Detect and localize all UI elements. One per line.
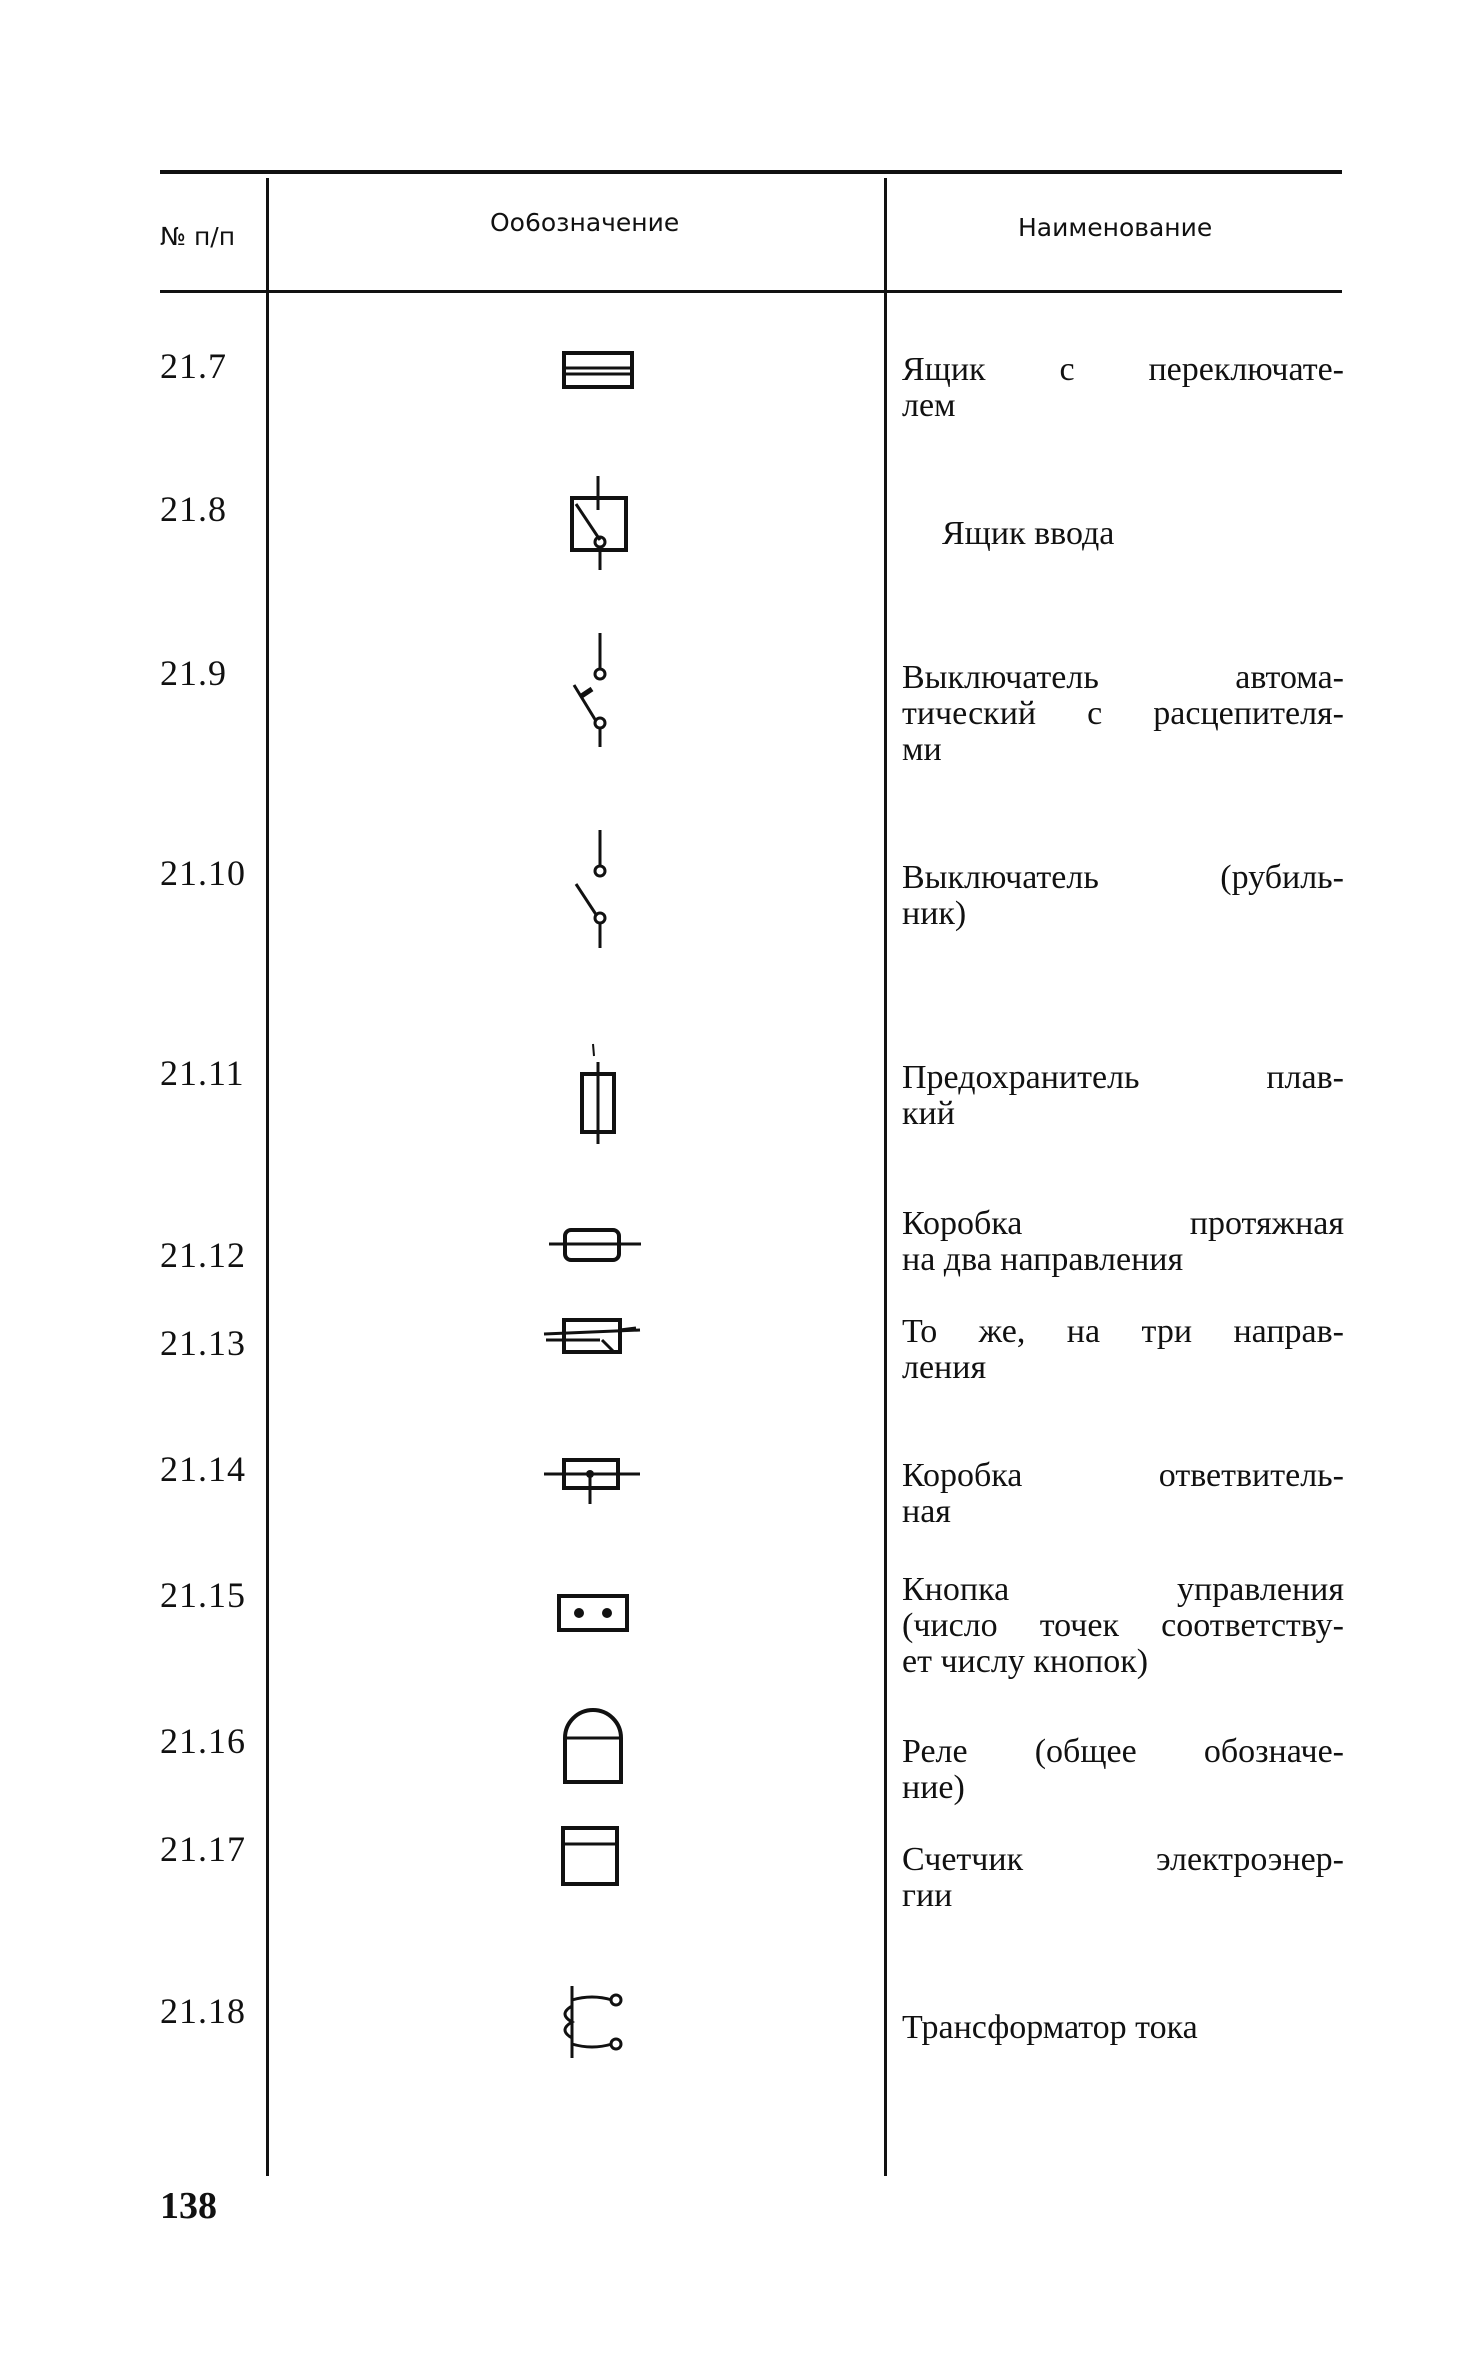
current-transformer-icon [548, 1980, 648, 2065]
row-number: 21.17 [160, 1829, 246, 1869]
page-number: 138 [160, 2185, 217, 2227]
row-name [902, 1060, 1344, 1132]
row-name [902, 1314, 1344, 1386]
name-line: ние) [902, 1769, 965, 1806]
name-line: Счетчик электроэнер- [902, 1841, 1344, 1878]
header-col-number: № п/п [160, 222, 236, 251]
row-name [902, 1458, 1344, 1530]
name-line: гии [902, 1877, 953, 1914]
row-name [902, 1206, 1344, 1278]
header-col-symbol: Оо6означение [490, 208, 680, 237]
name-line: Коробка протяжная [902, 1205, 1344, 1242]
row-name [902, 660, 1344, 768]
input-box-icon [560, 470, 640, 580]
name-line: кий [902, 1095, 955, 1132]
pull-box-two-way-icon [545, 1222, 645, 1272]
row-number: 21.12 [160, 1235, 246, 1275]
row-name [902, 2010, 1344, 2046]
name-line: Ящик ввода [942, 515, 1115, 552]
column-divider-right [884, 178, 887, 2176]
name-line: Реле (общее обозначе- [902, 1733, 1344, 1770]
row-number: 21.10 [160, 853, 246, 893]
name-line: Ящик с переключате- [902, 351, 1344, 388]
table-top-rule [160, 170, 1342, 174]
name-line: ная [902, 1493, 951, 1530]
pull-box-three-way-icon [540, 1310, 645, 1370]
name-line: (число точек соответству- [902, 1607, 1344, 1644]
row-number: 21.13 [160, 1323, 246, 1363]
name-line: Предохранитель плав- [902, 1059, 1344, 1096]
name-line: Выключатель (рубиль- [902, 859, 1344, 896]
column-divider-left [266, 178, 269, 2176]
name-line: тический с расцепителя- [902, 695, 1344, 732]
name-line: лем [902, 387, 956, 424]
row-number: 21.9 [160, 653, 227, 693]
name-line: То же, на три направ- [902, 1313, 1344, 1350]
name-line: Кнопка управления [902, 1571, 1344, 1608]
name-line: Выключатель автома- [902, 659, 1344, 696]
header-bottom-rule [160, 290, 1342, 293]
junction-box-icon [540, 1448, 645, 1508]
name-line: ник) [902, 895, 967, 932]
row-number: 21.18 [160, 1991, 246, 2031]
name-line: Коробка ответвитель- [902, 1457, 1344, 1494]
row-number: 21.15 [160, 1575, 246, 1615]
header-col-name: Наименование [1018, 213, 1213, 242]
control-button-icon [555, 1590, 640, 1640]
fuse-icon [560, 1040, 640, 1155]
name-line: на два направления [902, 1241, 1184, 1278]
name-line: Трансформатор тока [902, 2009, 1198, 2046]
knife-switch-icon [560, 826, 640, 951]
row-number: 21.7 [160, 346, 227, 386]
electricity-meter-icon [555, 1822, 635, 1892]
row-name [902, 860, 1344, 932]
row-number: 21.14 [160, 1449, 246, 1489]
name-line: ления [902, 1349, 987, 1386]
row-name [902, 1842, 1344, 1914]
automatic-breaker-icon [560, 625, 640, 750]
name-line: ет числу кнопок) [902, 1643, 1149, 1680]
box-with-switch-icon [560, 348, 640, 396]
row-name [902, 1572, 1344, 1680]
row-number: 21.16 [160, 1721, 246, 1761]
name-line: ми [902, 731, 942, 768]
row-number: 21.11 [160, 1053, 245, 1093]
row-name [902, 1734, 1344, 1806]
row-name [902, 352, 1344, 424]
row-number: 21.8 [160, 489, 227, 529]
row-name [902, 516, 1344, 552]
relay-icon [555, 1704, 635, 1789]
